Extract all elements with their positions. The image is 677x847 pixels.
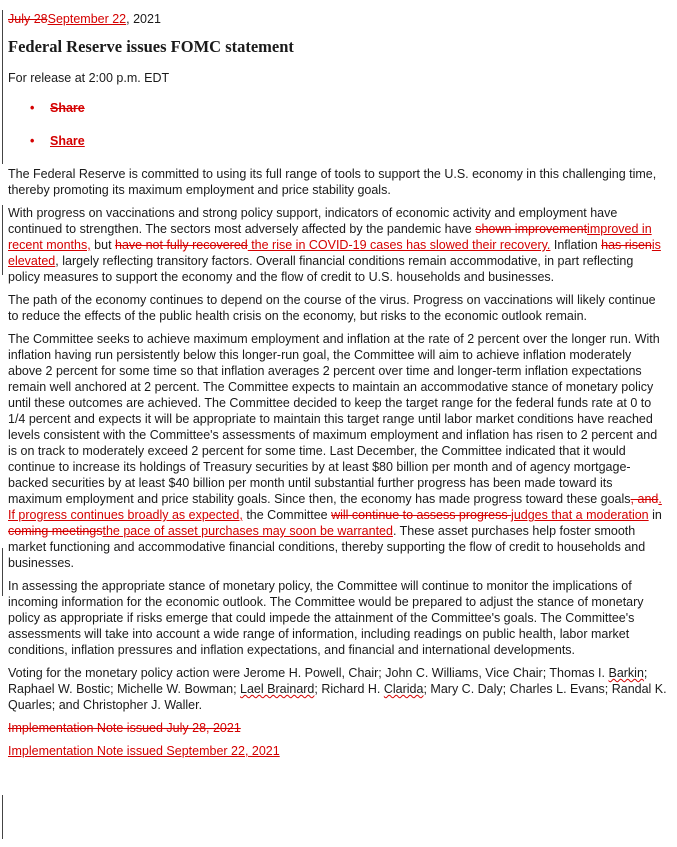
share-label: Share: [50, 101, 85, 115]
page-title: Federal Reserve issues FOMC statement: [8, 37, 294, 56]
text: With progress on vaccinations and strong policy support, indicators of economic activity and employment have continued to strengthen. The sectors most adversely affected by the pandemic have: [8, 206, 618, 236]
deleted-text: , and: [630, 492, 659, 506]
text: . These asset purchases help foster smooth market functioning and accommodative financial conditions, thereby supporting the flow of credit to households and businesses.: [8, 524, 646, 570]
bullet-icon: •: [30, 134, 35, 148]
deleted-text: have not fully recovered: [115, 238, 248, 252]
inserted-text: the pace of asset purchases may soon be warranted: [102, 524, 393, 538]
text: ; Richard H.: [314, 682, 384, 696]
revision-bar: [2, 10, 3, 164]
share-list: [8, 100, 668, 149]
inserted-text: the rise in COVID-19 cases has slowed their recovery.: [247, 238, 551, 252]
paragraph-commitment: The Federal Reserve is committed to using its full range of tools to support the U.S. economy in this challenging time, thereby promoting its maximum employment and price stability goals.: [8, 167, 657, 197]
share-link[interactable]: [30, 100, 668, 116]
deleted-date: July 28: [8, 12, 48, 26]
bullet-icon: •: [30, 101, 35, 115]
deleted-text: shown improvement: [475, 222, 588, 236]
text: in: [648, 508, 662, 522]
paragraph-outlook: The path of the economy continues to depend on the course of the virus. Progress on vaccinations will likely continue to reduce the effects of the public health crisis on the economy, but risks to the economic outlook remain.: [8, 293, 656, 323]
share-link[interactable]: [30, 133, 668, 149]
voter-name: Clarida: [383, 682, 424, 696]
voter-name: Barkin: [608, 666, 644, 680]
release-time: For release at 2:00 p.m. EDT: [8, 71, 170, 85]
implementation-note-link-deleted[interactable]: Implementation Note issued July 28, 2021: [8, 721, 241, 735]
deleted-text: will continue to assess progress: [331, 508, 512, 522]
release-date: [8, 10, 668, 28]
text: the Committee: [242, 508, 332, 522]
date-year: , 2021: [126, 12, 161, 26]
revision-bar: [2, 795, 3, 839]
document: [8, 10, 668, 766]
text: Voting for the monetary policy action were Jerome H. Powell, Chair; John C. Williams, Vice Chair; Thomas I.: [8, 666, 609, 680]
deleted-text: coming meetings: [8, 524, 103, 538]
revision-bar: [2, 548, 3, 596]
inserted-text: is elevated: [8, 238, 661, 268]
text: The Committee seeks to achieve maximum employment and inflation at the rate of 2 percent over the longer run. With inflation having run persistently below this longer-run goal, the Committee will aim to achieve inflation moderately above 2 percent for some time so that inflation averages 2 percent over time and longer-term inflation expectations remain well anchored at 2 percent. The Committee expects to maintain an accommodative stance of monetary policy until these outcomes are achieved. The Committee decided to keep the target range for the federal funds rate at 0 to 1/4 percent and expects it will be appropriate to maintain this target range until labor market conditions have reached levels consistent with the Committee's assessments of maximum employment and inflation has risen to 2 percent and is on track to moderately exceed 2 percent for some time. Last December, the Committee indicated that it would continue to increase its holdings of Treasury securities by at least $80 billion per month and of agency mortgage-backed securities by at least $40 billion per month until substantial further progress has been made toward its maximum employment and price stability goals. Since then, the economy has made progress toward these goals: [8, 332, 660, 506]
inserted-date: September 22: [47, 12, 127, 26]
inserted-text: . If progress continues broadly as expected,: [8, 492, 662, 522]
share-label: Share: [50, 134, 85, 148]
paragraph-assessment: In assessing the appropriate stance of monetary policy, the Committee will continue to monitor the implications of incoming information for the economic outlook. The Committee would be prepared to adjust the stance of monetary policy as appropriate if risks emerge that could impede the attainment of the Committee's goals. The Committee's assessments will take into account a wide range of information, including readings on public health, labor market conditions, inflation pressures and inflation expectations, and financial and international developments.: [8, 579, 644, 657]
inserted-text: judges that a moderation: [511, 508, 649, 522]
text: Inflation: [550, 238, 602, 252]
implementation-note-link[interactable]: Implementation Note issued September 22, 2021: [8, 744, 280, 758]
text: ; Mary C. Daly; Charles L. Evans; Randal K. Quarles; and Christopher J. Waller.: [8, 682, 667, 712]
text: ; Raphael W. Bostic; Michelle W. Bowman;: [8, 666, 648, 696]
inserted-text: improved in recent months,: [8, 222, 652, 252]
paragraph-progress: [8, 205, 668, 285]
paragraph-voting: [8, 665, 668, 713]
revision-bar: [2, 205, 3, 275]
text: , largely reflecting transitory factors. Overall financial conditions remain accommodative, in part reflecting policy measures to support the economy and the flow of credit to U.S. households and businesses.: [8, 254, 634, 284]
deleted-text: has risen: [601, 238, 652, 252]
voter-name: Lael Brainard: [240, 682, 315, 696]
text: but: [90, 238, 116, 252]
paragraph-policy: [8, 331, 668, 571]
